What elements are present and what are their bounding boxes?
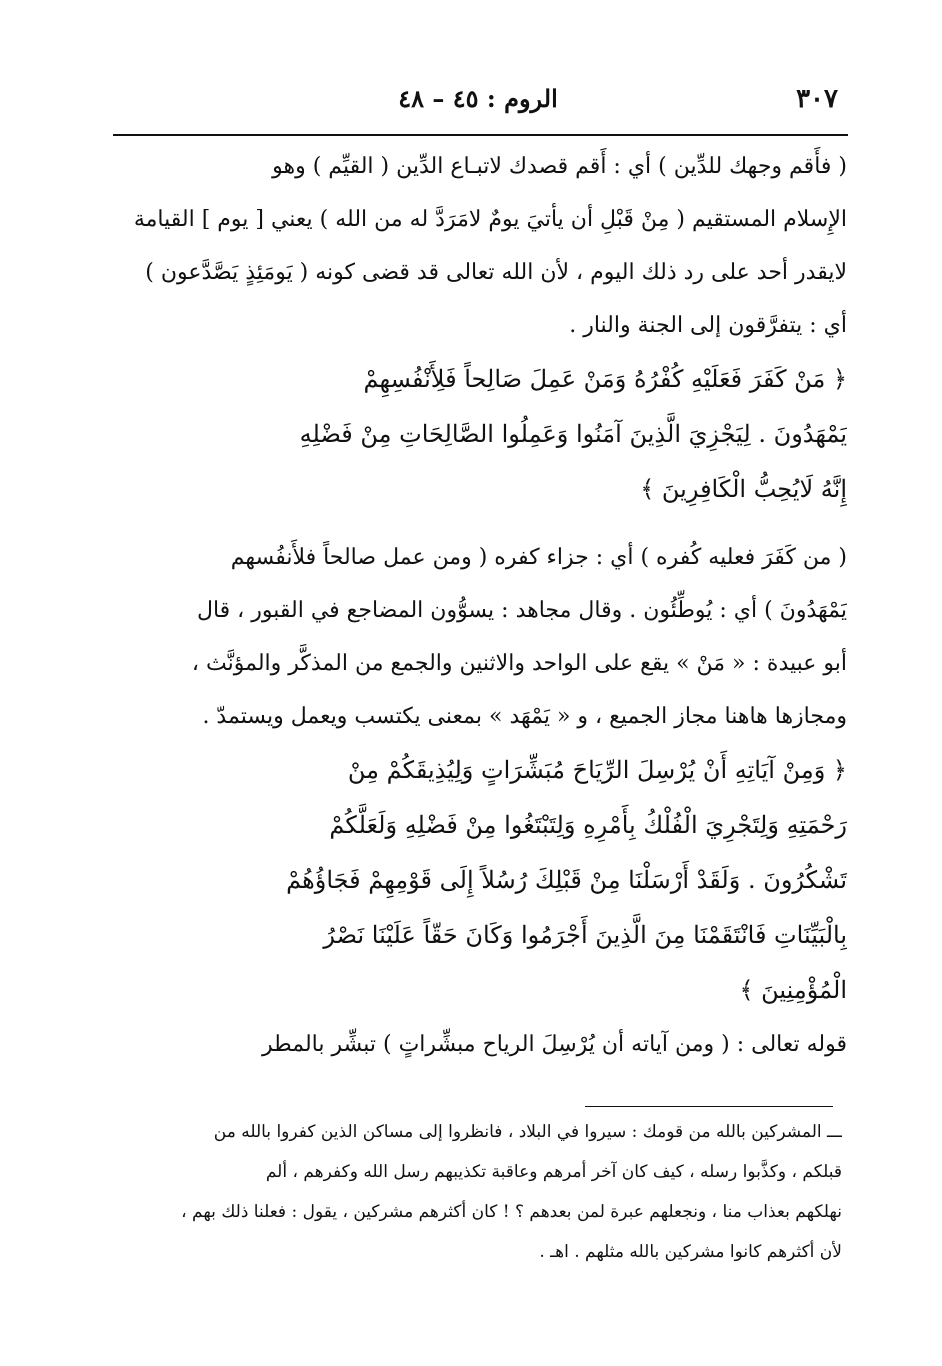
paragraph-gap bbox=[105, 517, 847, 531]
quran-verse-block-2 bbox=[105, 743, 847, 1018]
footnote-line: قبلكم ، وكذَّبوا رسله ، كيف كان آخر أمرهم وعاقبة تكذيبهم رسل الله وكفرهم ، ألم bbox=[265, 1162, 842, 1182]
commentary-paragraph-3 bbox=[105, 1018, 847, 1071]
text-line: الإِسلام المستقيم ( مِنْ قَبْلِ أن يأتيَ يومٌ لامَرَدَّ له من الله ) يعني [ يوم ] القيامة bbox=[133, 207, 847, 232]
verse-line: إِنَّهُ لَايُحِبُّ الْكَافِرِينَ ﴾ bbox=[640, 475, 847, 503]
verse-line: تَشْكُرُونَ . وَلَقَدْ أَرْسَلْنَا مِنْ قَبْلِكَ رُسُلاً إِلَى قَوْمِهِمْ فَجَاؤُهُمْ bbox=[286, 866, 847, 894]
text-line: أي : يتفرَّقون إلى الجنة والنار . bbox=[569, 313, 847, 338]
quran-verse-block-1 bbox=[105, 352, 847, 517]
footnote-line: نهلكهم بعذاب منا ، ونجعلهم عبرة لمن بعدهم ؟ ! كان أكثرهم مشركين ، يقول : فعلنا ذلك بهم ، bbox=[181, 1202, 842, 1222]
page-number: ٣٠٧ bbox=[796, 84, 838, 114]
verse-line: بِالْبَيِّنَاتِ فَانْتَقَمْنَا مِنَ الَّذِينَ أَجْرَمُوا وَكَانَ حَقّاً عَلَيْنَا نَصْرُ bbox=[323, 921, 847, 949]
text-line: ومجازها هاهنا مجاز الجميع ، و « يَمْهَد » بمعنى يكتسب ويعمل ويستمدّ . bbox=[202, 704, 847, 729]
header-rule bbox=[113, 134, 848, 136]
verse-line: ﴿ مَنْ كَفَرَ فَعَلَيْهِ كُفْرُهُ وَمَنْ عَمِلَ صَالِحاً فَلِأَنْفُسِهِمْ bbox=[363, 365, 847, 393]
text-line: يَمْهَدُونَ ) أي : يُوطِّئُون . وقال مجاهد : يسوُّون المضاجع في القبور ، قال bbox=[196, 598, 847, 623]
text-line: لايقدر أحد على رد ذلك اليوم ، لأن الله تعالى قد قضى كونه ( يَومَئِذٍ يَصَّدَّعون ) bbox=[145, 260, 847, 285]
footnote-line: لأن أكثرهم كانوا مشركين بالله مثلهم . اهـ . bbox=[539, 1242, 842, 1262]
verse-line: يَمْهَدُونَ . لِيَجْزِيَ الَّذِينَ آمَنُوا وَعَمِلُوا الصَّالِحَاتِ مِنْ فَضْلِهِ bbox=[299, 420, 847, 448]
text-line: قوله تعالى : ( ومن آياته أن يُرْسِلَ الرياح مبشِّراتٍ ) تبشِّر بالمطر bbox=[262, 1032, 847, 1057]
verse-line: ﴿ وَمِنْ آيَاتِهِ أَنْ يُرْسِلَ الرِّيَاحَ مُبَشِّرَاتٍ وَلِيُذِيقَكُمْ مِنْ bbox=[347, 756, 847, 784]
text-line: ( من كَفَرَ فعليه كُفره ) أي : جزاء كفره ( ومن عمل صالحاً فلأَنفُسهم bbox=[230, 545, 847, 570]
footnote-rule bbox=[585, 1106, 833, 1107]
text-line: أبو عبيدة : « مَنْ » يقع على الواحد والاثنين والجمع من المذكَّر والمؤنَّث ، bbox=[191, 651, 847, 676]
commentary-paragraph-2 bbox=[105, 531, 847, 743]
footnotes bbox=[100, 1112, 842, 1272]
verse-line: رَحْمَتِهِ وَلِتَجْرِيَ الْفُلْكُ بِأَمْرِهِ وَلِتَبْتَغُوا مِنْ فَضْلِهِ وَلَعَلَّكُمْ bbox=[329, 811, 847, 839]
text-line: ( فأَقم وجهك للدِّين ) أي : أَقم قصدك لاتبـاع الدِّين ( القيِّم ) وهو bbox=[272, 154, 847, 179]
running-title: الروم : ٤٥ – ٤٨ bbox=[398, 84, 558, 113]
footnote-line: ـــ المشركين بالله من قومك : سيروا في البلاد ، فانظروا إلى مساكن الذين كفروا بالله من bbox=[213, 1122, 842, 1142]
commentary-paragraph-1 bbox=[105, 140, 847, 352]
main-text bbox=[105, 140, 847, 1071]
verse-line: الْمُؤْمِنِينَ ﴾ bbox=[739, 976, 847, 1004]
page-header bbox=[118, 84, 838, 124]
